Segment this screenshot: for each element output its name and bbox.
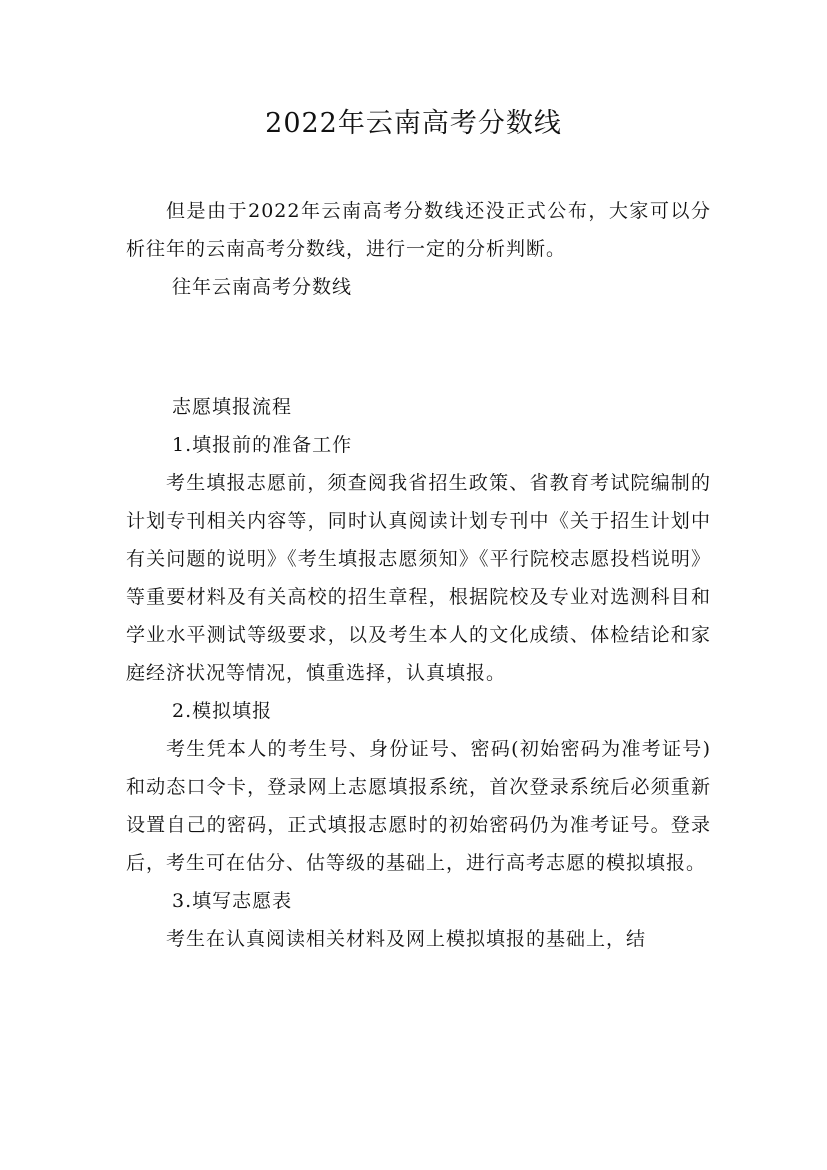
step3-heading: 3.填写志愿表 bbox=[172, 890, 293, 912]
intro-block bbox=[126, 192, 711, 306]
step2-heading: 2.模拟填报 bbox=[172, 700, 273, 722]
step3-paragraph: 考生在认真阅读相关材料及网上模拟填报的基础上，结 bbox=[166, 928, 647, 950]
step1-heading: 1.填报前的准备工作 bbox=[172, 434, 353, 456]
step1-paragraph: 考生填报志愿前，须查阅我省招生政策、省教育考试院编制的计划专刊相关内容等，同时认真阅读计划专刊中《关于招生计划中有关问题的说明》《考生填报志愿须知》《平行院校志愿投档说明》等重要材料及有关高校的招生章程，根据院校及专业对选测科目和学业水平测试等级要求，以及考生本人的文化成绩、体检结论和家庭经济状况等情况，慎重选择，认真填报。 bbox=[126, 472, 711, 684]
step2-paragraph: 考生凭本人的考生号、身份证号、密码(初始密码为准考证号)和动态口令卡，登录网上志愿填报系统，首次登录系统后必须重新设置自己的密码，正式填报志愿时的初始密码仍为准考证号。登录后，考生可在估分、估等级的基础上，进行高考志愿的模拟填报。 bbox=[126, 738, 711, 874]
intro-paragraph: 但是由于2022年云南高考分数线还没正式公布，大家可以分析往年的云南高考分数线，进行一定的分析判断。 bbox=[126, 200, 711, 260]
section-heading: 志愿填报流程 bbox=[172, 396, 293, 418]
document-title: 2022年云南高考分数线 bbox=[265, 108, 562, 139]
past-scores-heading: 往年云南高考分数线 bbox=[172, 276, 353, 298]
process-block bbox=[126, 388, 711, 958]
